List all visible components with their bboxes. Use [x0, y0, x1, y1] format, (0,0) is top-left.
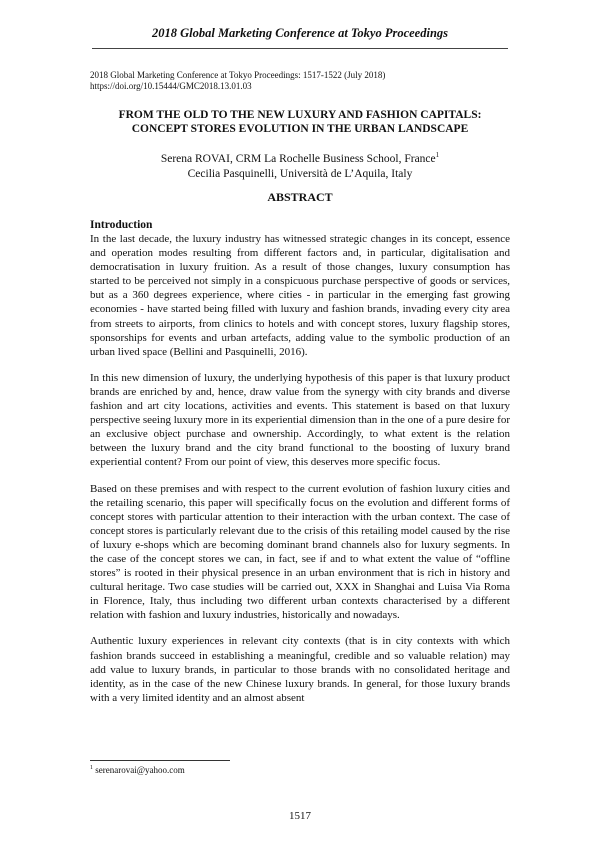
author-2: Cecilia Pasquinelli, Università de L’Aquila, Italy [187, 167, 413, 180]
footnote [90, 765, 510, 775]
page-number: 1517 [289, 810, 311, 822]
header-rule [92, 48, 508, 49]
paragraph-4: Authentic luxury experiences in relevant city contexts (that is in city contexts with which fashion brands succeed in establishing a meaningful, credible and so valuable relation) may add value to luxury brands, in particular to those brands with no consolidated heritage and identity, as in the case of the new Chinese luxury brands. In general, for those luxury brands with a very limited identity and an almost absent [90, 635, 510, 704]
footnote-rule [90, 760, 230, 761]
author-block [90, 148, 510, 182]
paragraph-3: Based on these premises and with respect to the current evolution of fashion luxury cities and the retailing scenario, this paper will specifically focus on the evolution and different forms of concept stores with particular attention to their interaction with the urban context. The case of concept stores is particularly relevant due to the crisis of this retailing model caused by the rise of luxury e-shops which are becoming dominant brand channels also for luxury segments. In the case of the concept stores we can, in fact, see if and to what extent the value of “offline stores” is rooted in their physical presence in an urban environment that is rich in history and cultural heritage. Two case studies will be carried out, XXX in Shanghai and Luisa Via Roma in Florence, Italy, thus including two different urban contexts characterised by a different relation with fashion and luxury industries, historically and nowadays. [90, 482, 510, 622]
title-line-2: CONCEPT STORES EVOLUTION IN THE URBAN LANDSCAPE [131, 123, 469, 135]
abstract-heading: ABSTRACT [267, 190, 333, 204]
author-1-name: Serena ROVAI, CRM La Rochelle Business School, France [160, 152, 436, 165]
doi-link[interactable]: https://doi.org/10.15444/GMC2018.13.01.03 [90, 81, 252, 91]
running-header: 2018 Global Marketing Conference at Tokyo Proceedings [151, 26, 449, 40]
title-line-1: FROM THE OLD TO THE NEW LUXURY AND FASHION CAPITALS: [118, 109, 482, 121]
citation-line: 2018 Global Marketing Conference at Tokyo Proceedings: 1517-1522 (July 2018) [90, 70, 386, 80]
paper-title [90, 108, 510, 136]
abstract-body [90, 218, 510, 717]
footnote-number: 1 [90, 765, 93, 771]
paragraph-2: In this new dimension of luxury, the underlying hypothesis of this paper is that luxury product brands are enriched by and, hence, draw value from the synergy with city brands and diverse fashion and art city locations, activities and events. This statement is based on that luxury perspective seeing luxury more in its experiential dimension than in the one of a pure desire for an exclusive object purchase and ownership. Accordingly, to what extent is the relation between the luxury brand and the city brand functional to the boosting of luxury brand experiential content? From our point of view, this deserves more specific focus. [90, 371, 510, 469]
section-heading-introduction: Introduction [90, 219, 153, 231]
citation-block [90, 70, 510, 92]
footnote-email: serenarovai@yahoo.com [95, 765, 185, 775]
paragraph-1: In the last decade, the luxury industry has witnessed strategic changes in its concept, essence and operation modes resulting from different factors and, in particular, digitalisation and democratisation in luxury fruition. As a result of those changes, luxury consumption has started to be perceived not simply in a conspicuous purchase perspective of goods or services, but as a 360 degrees experience, where cities - in particular in the emerging fast growing economies - have started being filled with luxury and fashion brands, invading every city area from streets to airports, from clinics to hotels and with concept stores, luxury flagship stores, sponsorships for events and urban artefacts, adding value to the symbolic production of an urban lived space (Bellini and Pasquinelli, 2016). [90, 233, 510, 358]
footnote-mark: 1 [435, 151, 440, 159]
author-1 [90, 148, 510, 167]
